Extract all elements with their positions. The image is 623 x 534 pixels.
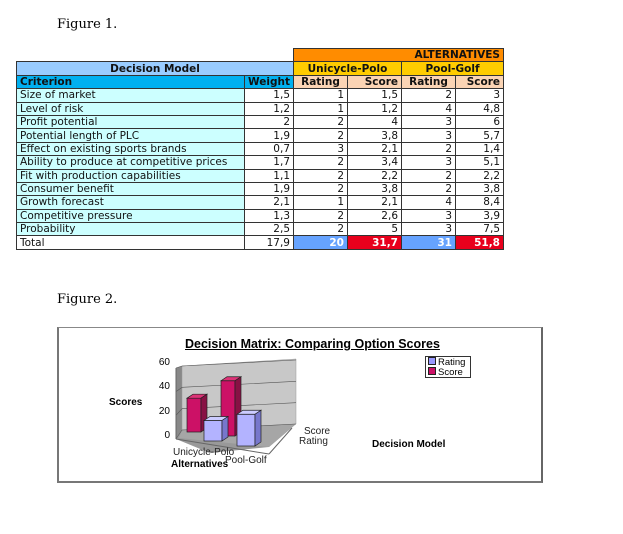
pg-score-cell: 3 (456, 89, 504, 102)
option-header-unicycle-polo: Unicycle-Polo (294, 62, 402, 75)
total-row (17, 236, 504, 249)
up-rating-cell: 2 (294, 209, 348, 222)
total-label: Total (17, 236, 245, 249)
x-axis-label: Alternatives (171, 459, 229, 470)
criterion-cell: Size of market (17, 89, 245, 102)
pg-score-cell: 5,7 (456, 129, 504, 142)
weight-cell: 2,5 (245, 223, 294, 236)
pg-score-column-header: Score (456, 75, 504, 88)
up-score-cell: 1,5 (348, 89, 402, 102)
pg-rating-cell: 2 (402, 89, 456, 102)
table-row (17, 142, 504, 155)
weight-cell: 2,1 (245, 196, 294, 209)
chart-title: Decision Matrix: Comparing Option Scores (185, 337, 440, 351)
criterion-cell: Consumer benefit (17, 182, 245, 195)
weight-cell: 1,1 (245, 169, 294, 182)
decision-matrix-chart (57, 327, 543, 483)
weight-cell: 1,9 (245, 129, 294, 142)
total-up-score: 31,7 (348, 236, 402, 249)
pg-score-cell: 3,9 (456, 209, 504, 222)
pg-score-cell: 3,8 (456, 182, 504, 195)
criterion-cell: Fit with production capabilities (17, 169, 245, 182)
criterion-cell: Growth forecast (17, 196, 245, 209)
up-score-cell: 3,8 (348, 129, 402, 142)
weight-cell: 1,2 (245, 102, 294, 115)
weight-cell: 1,3 (245, 209, 294, 222)
depth-label-score: Score (304, 426, 331, 437)
legend-swatch-score (428, 367, 436, 375)
chart-plot-area (59, 328, 541, 481)
weight-cell: 1,5 (245, 89, 294, 102)
pg-rating-cell: 3 (402, 129, 456, 142)
table-row (17, 169, 504, 182)
table-row (17, 182, 504, 195)
column-header-row (17, 75, 504, 88)
pg-rating-cell: 2 (402, 142, 456, 155)
pg-score-cell: 8,4 (456, 196, 504, 209)
decision-model-header: Decision Model (17, 62, 294, 75)
legend-item-score: Score (428, 367, 463, 377)
pg-rating-cell: 3 (402, 115, 456, 128)
y-tick-60: 60 (158, 357, 170, 368)
pg-rating-cell: 2 (402, 182, 456, 195)
up-rating-cell: 2 (294, 182, 348, 195)
up-score-cell: 3,8 (348, 182, 402, 195)
category-label-pool-golf: Pool-Golf (225, 455, 267, 466)
pg-rating-cell: 4 (402, 102, 456, 115)
criterion-cell: Level of risk (17, 102, 245, 115)
criterion-column-header: Criterion (17, 75, 245, 88)
criterion-cell: Competitive pressure (17, 209, 245, 222)
weight-cell: 1,9 (245, 182, 294, 195)
up-rating-cell: 2 (294, 129, 348, 142)
y-axis-label: Scores (109, 397, 143, 408)
criterion-cell: Potential length of PLC (17, 129, 245, 142)
legend-swatch-rating (428, 357, 436, 365)
up-rating-cell: 2 (294, 115, 348, 128)
total-pg-score: 51,8 (456, 236, 504, 249)
up-rating-cell: 1 (294, 89, 348, 102)
up-score-column-header: Score (348, 75, 402, 88)
chart-legend (425, 356, 471, 378)
pg-score-cell: 7,5 (456, 223, 504, 236)
table-row (17, 89, 504, 102)
legend-item-rating: Rating (428, 357, 465, 367)
category-label-unicycle-polo: Unicycle-Polo (173, 447, 235, 458)
group-header-row (17, 62, 504, 75)
up-rating-cell: 1 (294, 102, 348, 115)
bar-rating-0 (204, 417, 228, 441)
side-wall (176, 366, 182, 439)
pg-score-cell: 5,1 (456, 156, 504, 169)
table-row (17, 196, 504, 209)
up-rating-cell: 1 (294, 196, 348, 209)
y-tick-40: 40 (158, 381, 170, 392)
up-score-cell: 2,6 (348, 209, 402, 222)
table-row (17, 102, 504, 115)
pg-score-cell: 1,4 (456, 142, 504, 155)
criterion-cell: Profit potential (17, 115, 245, 128)
criterion-cell: Effect on existing sports brands (17, 142, 245, 155)
table-row (17, 209, 504, 222)
criterion-cell: Probability (17, 223, 245, 236)
depth-axis-label: Decision Model (372, 439, 446, 450)
criteria-rows (17, 89, 504, 236)
decision-matrix-table (16, 48, 504, 250)
weight-cell: 2 (245, 115, 294, 128)
up-rating-cell: 3 (294, 142, 348, 155)
depth-label-rating: Rating (299, 436, 328, 447)
y-tick-20: 20 (158, 406, 170, 417)
pg-rating-cell: 3 (402, 223, 456, 236)
table-row (17, 223, 504, 236)
table-row (17, 129, 504, 142)
up-score-cell: 3,4 (348, 156, 402, 169)
alternatives-header-row (17, 49, 504, 62)
table-row (17, 115, 504, 128)
option-header-pool-golf: Pool-Golf (402, 62, 504, 75)
weight-cell: 0,7 (245, 142, 294, 155)
up-score-cell: 4 (348, 115, 402, 128)
figure-1-caption: Figure 1. (57, 17, 118, 32)
pg-rating-column-header: Rating (402, 75, 456, 88)
bar-rating-1 (237, 410, 261, 446)
pg-score-cell: 6 (456, 115, 504, 128)
criterion-cell: Ability to produce at competitive prices (17, 156, 245, 169)
up-score-cell: 2,2 (348, 169, 402, 182)
up-rating-column-header: Rating (294, 75, 348, 88)
table-row (17, 156, 504, 169)
total-weight: 17,9 (245, 236, 294, 249)
up-rating-cell: 2 (294, 169, 348, 182)
pg-score-cell: 2,2 (456, 169, 504, 182)
weight-cell: 1,7 (245, 156, 294, 169)
up-score-cell: 2,1 (348, 196, 402, 209)
up-rating-cell: 2 (294, 223, 348, 236)
y-tick-0: 0 (164, 430, 170, 441)
pg-rating-cell: 3 (402, 156, 456, 169)
up-score-cell: 5 (348, 223, 402, 236)
up-rating-cell: 2 (294, 156, 348, 169)
figure-2-caption: Figure 2. (57, 292, 118, 307)
pg-score-cell: 4,8 (456, 102, 504, 115)
weight-column-header: Weight (245, 75, 294, 88)
total-up-rating: 20 (294, 236, 348, 249)
up-score-cell: 2,1 (348, 142, 402, 155)
pg-rating-cell: 2 (402, 169, 456, 182)
alternatives-header: ALTERNATIVES (294, 49, 504, 62)
pg-rating-cell: 4 (402, 196, 456, 209)
pg-rating-cell: 3 (402, 209, 456, 222)
total-pg-rating: 31 (402, 236, 456, 249)
up-score-cell: 1,2 (348, 102, 402, 115)
